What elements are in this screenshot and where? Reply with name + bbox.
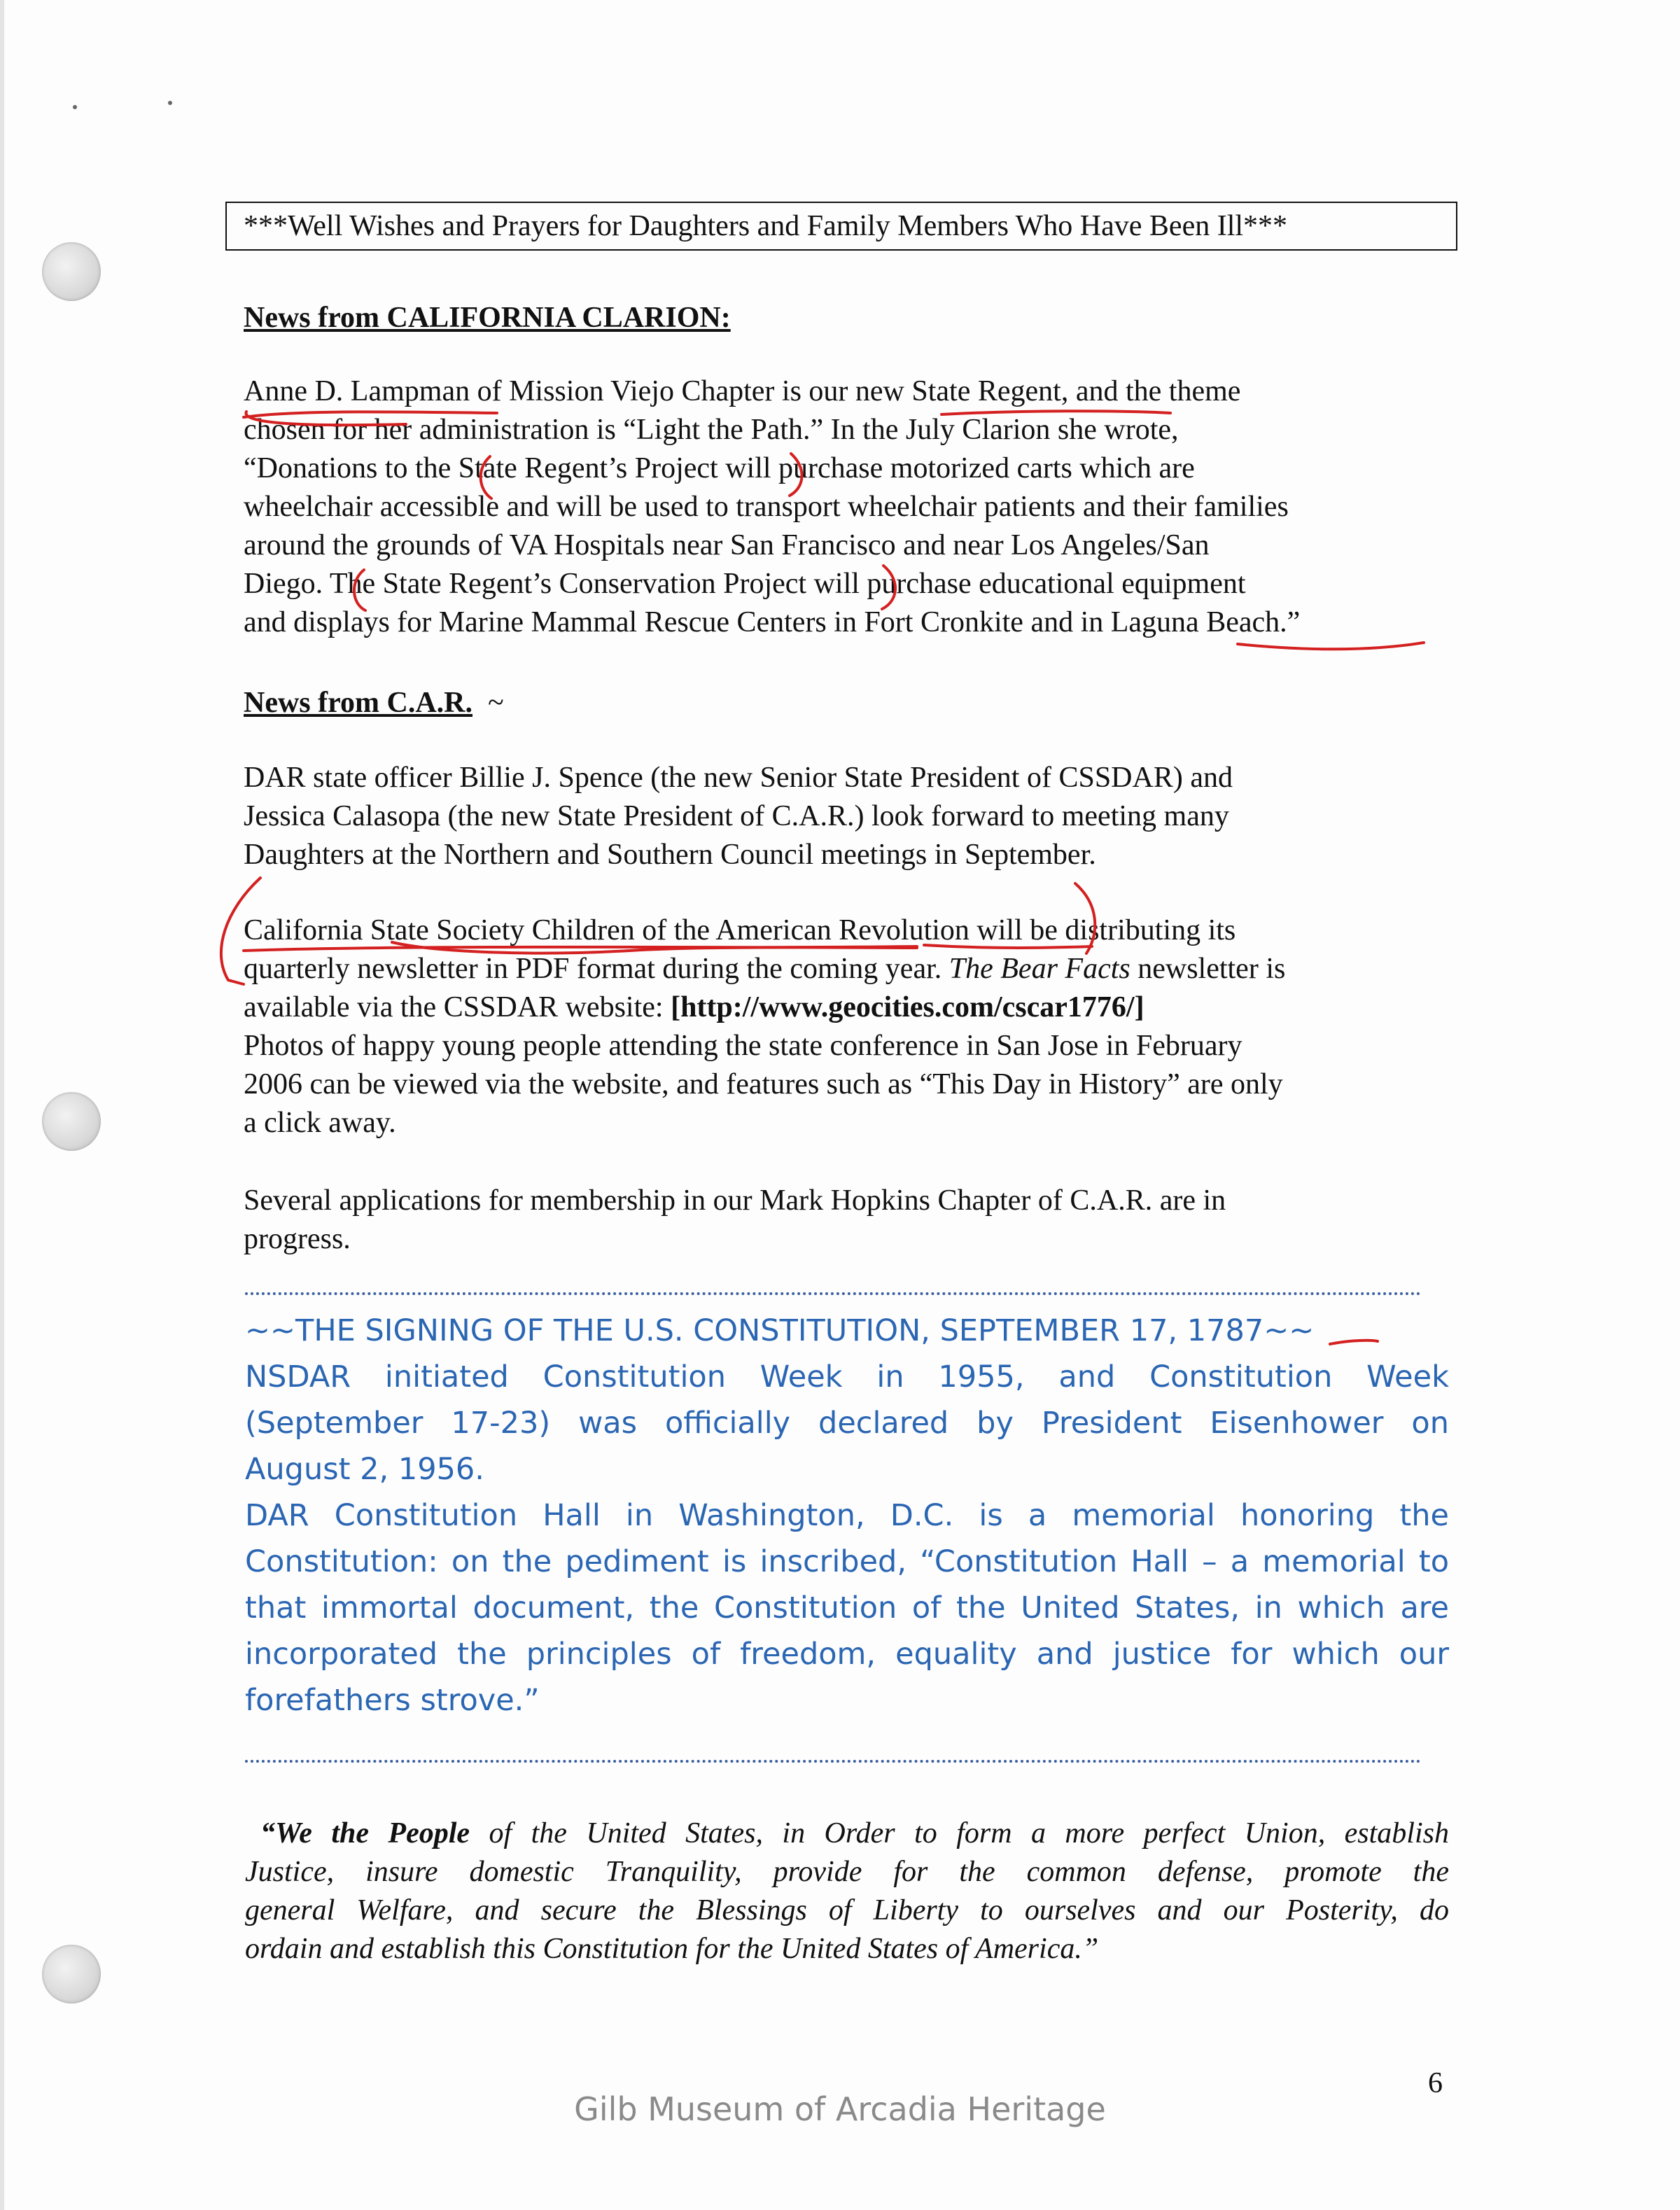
text-line: 2006 can be viewed via the website, and features such as “This Day in History” are only [244, 1068, 1283, 1100]
text-line: Daughters at the Northern and Southern Council meetings in September. [244, 839, 1096, 871]
dotted-divider-top [245, 1292, 1421, 1295]
text-line: DAR state officer Billie J. Spence (the new Senior State President of CSSDAR) and [244, 762, 1233, 794]
car-paragraph-newsletter [244, 911, 1285, 1142]
website-link[interactable]: [http://www.geocities.com/cscar1776/] [671, 991, 1144, 1023]
text-line: progress. [244, 1223, 351, 1255]
car-heading-tilde: ~ [488, 687, 504, 719]
scan-speck [73, 105, 77, 109]
car-heading [244, 686, 504, 720]
text-line: Several applications for membership in our Mark Hopkins Chapter of C.A.R. are in [244, 1184, 1226, 1217]
binder-hole-bottom [42, 1945, 101, 2003]
text-fragment: newsletter is [1130, 953, 1286, 985]
text-fragment: of the United States, in Order to form a more perfect Union, establish [470, 1817, 1449, 1849]
car-paragraph-officers [244, 759, 1233, 874]
constitution-preamble [245, 1814, 1449, 1968]
text-line: and displays for Marine Mammal Rescue Centers in Fort Cronkite and in Laguna Beach.” [244, 606, 1301, 638]
text-line: around the grounds of VA Hospitals near San Francisco and near Los Angeles/San [244, 529, 1210, 561]
text-line: general Welfare, and secure the Blessings of Liberty to ourselves and our Posterity, do [245, 1894, 1449, 1926]
text-line [244, 950, 1285, 988]
text-fragment: quarterly newsletter in PDF format during the coming year. [244, 953, 949, 985]
text-line [244, 988, 1285, 1027]
text-line: August 2, 1956. [245, 1452, 484, 1487]
text-line: ordain and establish this Constitution for the United States of America.” [245, 1933, 1099, 1965]
text-line: “Donations to the State Regent’s Project will purchase motorized carts which are [244, 452, 1195, 484]
well-wishes-banner: ***Well Wishes and Prayers for Daughters and Family Members Who Have Been Ill*** [225, 202, 1457, 251]
text-line: Diego. The State Regent’s Conservation Project will purchase educational equipment [244, 568, 1246, 600]
text-line: a click away. [244, 1107, 396, 1139]
text-line: California State Society Children of the American Revolution will be distributing its [244, 914, 1236, 946]
text-line: Jessica Calasopa (the new State President of C.A.R.) look forward to meeting many [244, 800, 1229, 832]
text-line: NSDAR initiated Constitution Week in 1955, and Constitution Week [245, 1359, 1449, 1394]
text-fragment: available via the CSSDAR website: [244, 991, 671, 1023]
page-number: 6 [1428, 2067, 1443, 2099]
page-edge-shadow [0, 0, 4, 2210]
scan-speck [168, 101, 172, 105]
clarion-paragraph [244, 372, 1300, 642]
binder-hole-top [42, 242, 101, 301]
car-heading-text: News from C.A.R. [244, 687, 472, 719]
car-paragraph-applications [244, 1182, 1226, 1259]
text-line [245, 1814, 1449, 1853]
newsletter-title: The Bear Facts [948, 953, 1130, 985]
binder-hole-middle [42, 1092, 101, 1151]
text-line: that immortal document, the Constitution of the United States, in which are [245, 1590, 1449, 1625]
text-line: DAR Constitution Hall in Washington, D.C. is a memorial honoring the [245, 1498, 1449, 1533]
constitution-signing-title: ~~THE SIGNING OF THE U.S. CONSTITUTION, SEPTEMBER 17, 1787~~ [245, 1313, 1315, 1348]
text-line: incorporated the principles of freedom, equality and justice for which our [245, 1637, 1449, 1672]
text-line: wheelchair accessible and will be used to transport wheelchair patients and their families [244, 491, 1289, 523]
dotted-divider-bottom [245, 1760, 1421, 1763]
underline-laguna-beach [1238, 643, 1424, 649]
watermark-footer: Gilb Museum of Arcadia Heritage [574, 2090, 1106, 2128]
we-the-people: “We the People [260, 1817, 470, 1849]
text-line: chosen for her administration is “Light the Path.” In the July Clarion she wrote, [244, 414, 1179, 446]
text-line: Photos of happy young people attending the state conference in San Jose in February [244, 1030, 1242, 1062]
clarion-heading: News from CALIFORNIA CLARION: [244, 302, 731, 334]
text-line: Constitution: on the pediment is inscribed, “Constitution Hall – a memorial to [245, 1544, 1449, 1579]
text-line: Anne D. Lampman of Mission Viejo Chapter is our new State Regent, and the theme [244, 375, 1241, 407]
text-line: (September 17-23) was officially declared by President Eisenhower on [245, 1406, 1449, 1441]
text-line: forefathers strove.” [245, 1683, 540, 1718]
constitution-week-box [245, 1308, 1449, 1723]
text-line: Justice, insure domestic Tranquility, provide for the common defense, promote the [245, 1856, 1449, 1888]
